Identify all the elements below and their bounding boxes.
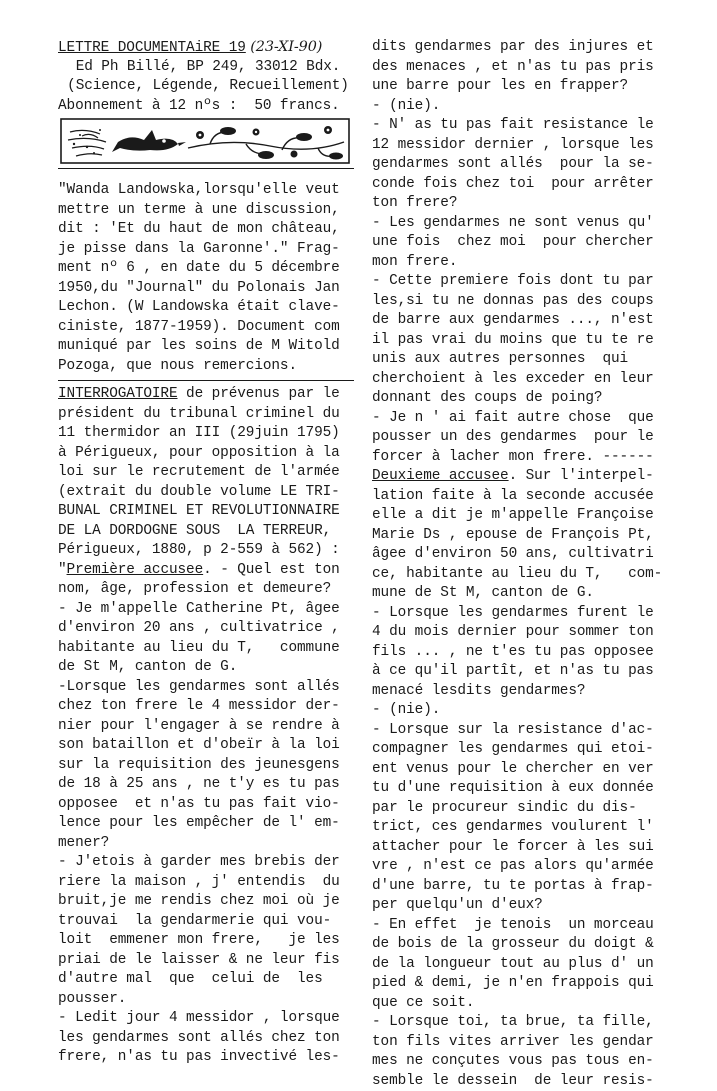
body-line: 11 thermidor an III (29juin 1795) <box>58 424 358 444</box>
body-line: à ce qu'il partît, et n'as tu pas <box>372 662 678 682</box>
body-line: - J'etois à garder mes brebis der <box>58 853 358 873</box>
body-line: ce, habitante au lieu du T, com- <box>372 565 678 585</box>
body-line: conde fois chez toi pour arrêter <box>372 175 678 195</box>
body-line: chez ton frere le 4 messidor der- <box>58 697 358 717</box>
publisher-address: Ed Ph Billé, BP 249, 33012 Bdx. <box>58 58 358 78</box>
body-line: - Lorsque sur la resistance d'ac- <box>372 721 678 741</box>
body-line: mune de St M, canton de G. <box>372 584 678 604</box>
quote-line: ment nº 6 , en date du 5 décembre <box>58 259 358 279</box>
body-line: 12 messidor dernier , lorsque les <box>372 136 678 156</box>
body-line: trouvai la gendarmerie qui vou- <box>58 912 358 932</box>
premiere-accusee-line: "Première accusee. - Quel est ton <box>58 561 358 581</box>
body-line: ton fils vites arriver les gendar <box>372 1033 678 1053</box>
body-line: - Les gendarmes ne sont venus qu' <box>372 214 678 234</box>
body-line: per quelqu'un d'eux? <box>372 896 678 916</box>
body-line: (extrait du double volume LE TRI- <box>58 483 358 503</box>
body-line: BUNAL CRIMINEL ET REVOLUTIONNAIRE <box>58 502 358 522</box>
body-line: - Je n ' ai fait autre chose que <box>372 409 678 429</box>
body-line: ent venus pour le chercher en ver <box>372 760 678 780</box>
body-line: d'autre mal que celui de les <box>58 970 358 990</box>
body-line: - (nie). <box>372 701 678 721</box>
body-line: forcer à lacher mon frere. ------ <box>372 448 678 468</box>
body-line: compagner les gendarmes qui etoi- <box>372 740 678 760</box>
issue-date: (23-XI-90) <box>246 39 322 55</box>
body-line: 4 du mois dernier pour sommer ton <box>372 623 678 643</box>
body-line: d'environ 20 ans , cultivatrice , <box>58 619 358 639</box>
body-line: loi sur le recrutement de l'armée <box>58 463 358 483</box>
body-line: -Lorsque les gendarmes sont allés <box>58 678 358 698</box>
landowska-quote <box>58 181 358 376</box>
body-line: - Lorsque toi, ta brue, ta fille, <box>372 1013 678 1033</box>
body-line: de bois de la grosseur du doigt & <box>372 935 678 955</box>
body-line: pousser. <box>58 990 358 1010</box>
body-line: fils ... , ne t'es tu pas opposee <box>372 643 678 663</box>
quote-line: ciniste, 1877-1959). Document com <box>58 318 358 338</box>
body-line: lation faite à la seconde accusée <box>372 487 678 507</box>
body-line: nom, âge, profession et demeure? <box>58 580 358 600</box>
body-line: - N' as tu pas fait resistance le <box>372 116 678 136</box>
body-line: lence pour les empêcher de l' em- <box>58 814 358 834</box>
premiere-accusee-label: Première accusee <box>67 562 204 578</box>
quote-line: Pozoga, que nous remercions. <box>58 357 358 377</box>
quote-line: dit : 'Et du haut de mon château, <box>58 220 358 240</box>
newsletter-tagline: (Science, Légende, Recueillement) <box>58 77 358 97</box>
body-line: de la longueur tout au plus d' un <box>372 955 678 975</box>
body-line: habitante au lieu du T, commune <box>58 639 358 659</box>
deuxieme-accusee-label: Deuxieme accusee <box>372 468 509 484</box>
body-line: cherchoient à les exceder en leur <box>372 370 678 390</box>
interrogatoire-heading: INTERROGATOIRE <box>58 386 178 402</box>
body-line: bruit,je me rendis chez moi où je <box>58 892 358 912</box>
body-line: gendarmes sont allés pour la se- <box>372 155 678 175</box>
body-line: dits gendarmes par des injures et <box>372 38 678 58</box>
quote-line: muniqué par les soins de M Witold <box>58 337 358 357</box>
body-line: il pas vrai du moins que tu te re <box>372 331 678 351</box>
body-line: tu d'une requisition à eux donnée <box>372 779 678 799</box>
body-line: âgee d'environ 50 ans, cultivatri <box>372 545 678 565</box>
body-line: mon frere. <box>372 253 678 273</box>
divider <box>58 168 354 169</box>
body-line: unis aux autres personnes qui <box>372 350 678 370</box>
body-line: - Ledit jour 4 messidor , lorsque <box>58 1009 358 1029</box>
body-line: - Je m'appelle Catherine Pt, âgee <box>58 600 358 620</box>
body-line: sur la requisition des jeunesgens <box>58 756 358 776</box>
body-line: par le procureur sindic du dis- <box>372 799 678 819</box>
body-line: à Périgueux, pour opposition à la <box>58 444 358 464</box>
divider <box>58 380 354 381</box>
body-line: DE LA DORDOGNE SOUS LA TERREUR, <box>58 522 358 542</box>
body-line: pousser un des gendarmes pour le <box>372 428 678 448</box>
body-line: - (nie). <box>372 97 678 117</box>
body-line: Marie Ds , epouse de François Pt, <box>372 526 678 546</box>
body-line: elle a dit je m'appelle Françoise <box>372 506 678 526</box>
left-column <box>58 38 358 1068</box>
body-line: frere, n'as tu pas invectivé les- <box>58 1048 358 1068</box>
quote-line: 1950,du "Journal" du Polonais Jan <box>58 279 358 299</box>
body-line: les gendarmes sont allés chez ton <box>58 1029 358 1049</box>
body-line: attacher pour le forcer à les sui <box>372 838 678 858</box>
newsletter-title: LETTRE DOCUMENTAiRE 19 <box>58 40 246 56</box>
body-line: de barre aux gendarmes ..., n'est <box>372 311 678 331</box>
bird-banner-icon <box>60 118 350 164</box>
body-line: son bataillon et d'obeïr à la loi <box>58 736 358 756</box>
body-line: Périgueux, 1880, p 2-559 à 562) : <box>58 541 358 561</box>
body-line: menacé lesdits gendarmes? <box>372 682 678 702</box>
body-line: de 18 à 25 ans , ne t'y es tu pas <box>58 775 358 795</box>
body-line: opposee et n'as tu pas fait vio- <box>58 795 358 815</box>
body-line: pied & demi, je n'en frappois qui <box>372 974 678 994</box>
quote-line: mettre un terme à une discussion, <box>58 201 358 221</box>
body-line: ton frere? <box>372 194 678 214</box>
body-line: une fois chez moi pour chercher <box>372 233 678 253</box>
body-line: - Cette premiere fois dont tu par <box>372 272 678 292</box>
body-line: trict, ces gendarmes voulurent l' <box>372 818 678 838</box>
interrogatoire-first-line: INTERROGATOIRE de prévenus par le <box>58 385 358 405</box>
quote-line: je pisse dans la Garonne'." Frag- <box>58 240 358 260</box>
newsletter-title-line <box>58 38 358 58</box>
body-line: que ce soit. <box>372 994 678 1014</box>
deuxieme-accusee-line: Deuxieme accusee. Sur l'interpel- <box>372 467 678 487</box>
body-line: donnant des coups de poing? <box>372 389 678 409</box>
body-line: - Lorsque les gendarmes furent le <box>372 604 678 624</box>
body-line: de St M, canton de G. <box>58 658 358 678</box>
quote-line: Lechon. (W Landowska était clave- <box>58 298 358 318</box>
body-line: loit emmener mon frere, je les <box>58 931 358 951</box>
body-line: président du tribunal criminel du <box>58 405 358 425</box>
body-line: une barre pour les en frapper? <box>372 77 678 97</box>
body-line: vre , n'est ce pas alors qu'armée <box>372 857 678 877</box>
body-line: - En effet je tenois un morceau <box>372 916 678 936</box>
body-line: nier pour l'engager à se rendre à <box>58 717 358 737</box>
body-line: mes ne conçutes vous pas tous en- <box>372 1052 678 1072</box>
right-column <box>372 38 678 1091</box>
quote-line: "Wanda Landowska,lorsqu'elle veut <box>58 181 358 201</box>
body-line: les,si tu ne donnas pas des coups <box>372 292 678 312</box>
body-line: semble le dessein de leur resis- <box>372 1072 678 1091</box>
body-line: riere la maison , j' entendis du <box>58 873 358 893</box>
body-line: priai de le laisser & ne leur fis <box>58 951 358 971</box>
subscription-price: Abonnement à 12 nºs : 50 francs. <box>58 97 358 117</box>
interrogatoire-section <box>58 385 358 1068</box>
body-line: d'une barre, tu te portas à frap- <box>372 877 678 897</box>
body-line: des menaces , et n'as tu pas pris <box>372 58 678 78</box>
body-line: mener? <box>58 834 358 854</box>
